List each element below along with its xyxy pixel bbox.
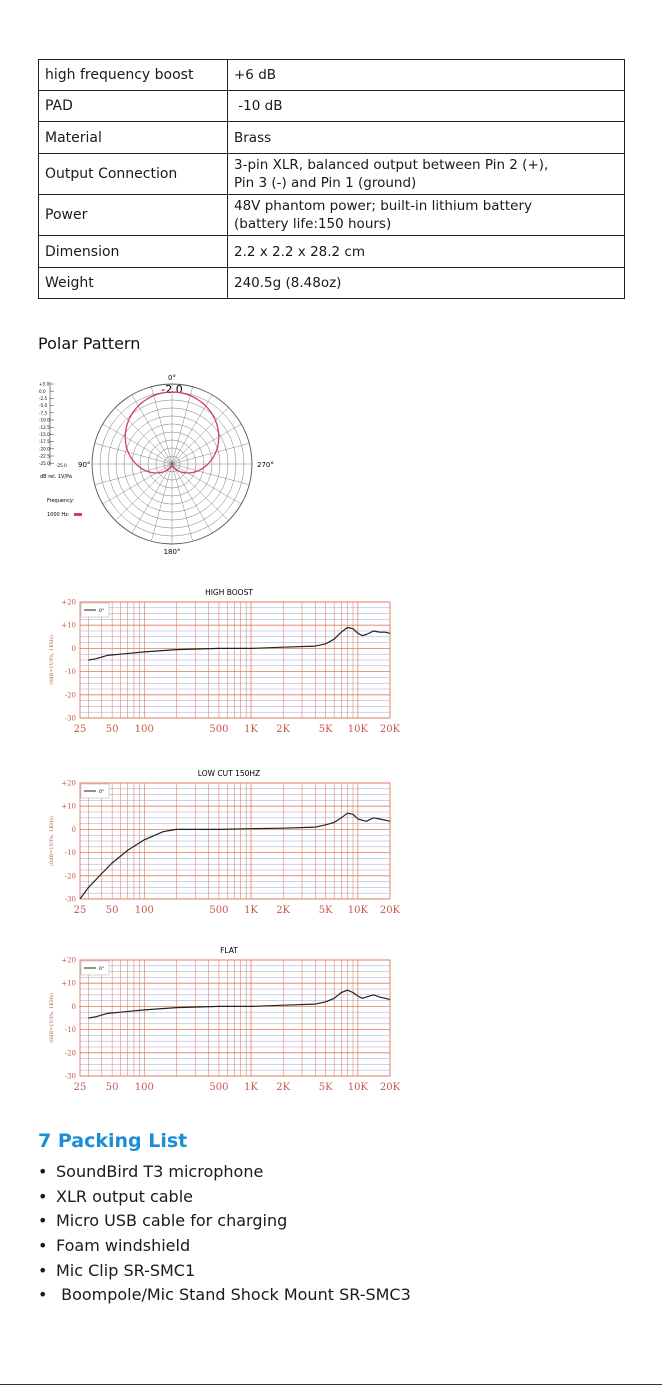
chart-title: FLAT (220, 946, 238, 955)
polar-scale-label: -10.0 (39, 417, 50, 423)
polar-spoke (132, 395, 172, 464)
list-item-text: Foam windshield (56, 1236, 191, 1256)
list-item (38, 1283, 411, 1308)
polar-spoke (115, 407, 172, 464)
list-item (38, 1234, 411, 1259)
y-tick-label: -10 (64, 849, 76, 858)
y-tick-label: -30 (64, 1072, 76, 1081)
list-item (38, 1160, 411, 1185)
y-tick-label: 0 (71, 825, 76, 834)
y-tick-label: -10 (64, 668, 76, 677)
list-item (38, 1185, 411, 1210)
bullet: • (38, 1285, 48, 1305)
y-tick-label: 0 (71, 644, 76, 653)
x-tick-label: 10K (347, 905, 368, 916)
x-tick-label: 500 (209, 1082, 229, 1093)
x-tick-label: 10K (347, 1082, 368, 1093)
spec-value-line2: (battery life:150 hours) (234, 216, 392, 232)
y-tick-label: -20 (64, 872, 76, 881)
chart-title: HIGH BOOST (205, 588, 253, 597)
y-tick-label: +10 (61, 802, 76, 811)
polar-scale-end: -25.0 (56, 463, 67, 468)
x-tick-label: 1K (244, 1082, 258, 1093)
x-tick-label: 1K (244, 724, 258, 735)
x-tick-label: 50 (105, 1082, 119, 1093)
spec-key: high frequency boost (39, 60, 228, 91)
polar-scale-label: -7.5 (39, 410, 48, 416)
response-curve (80, 813, 390, 899)
y-axis-label: (0dB=1V/Pa, 1KHz) (49, 816, 55, 866)
spec-row (39, 268, 625, 299)
angle-label-right: 270° (257, 461, 274, 469)
y-tick-label: +10 (61, 621, 76, 630)
polar-grid (92, 384, 252, 544)
polar-spoke (172, 464, 249, 485)
y-axis-label: (0dB=1V/Pa, 1KHz) (49, 635, 55, 685)
polar-scale-label: -12.5 (39, 424, 50, 430)
bullet: • (38, 1260, 48, 1280)
spec-key: Weight (39, 268, 228, 299)
packing-list (38, 1160, 411, 1308)
bullet: • (38, 1236, 48, 1256)
y-tick-label: -30 (64, 714, 76, 723)
spec-key: Output Connection (39, 154, 228, 195)
spec-row (39, 91, 625, 122)
spec-table (38, 59, 625, 299)
page-bottom-rule (0, 1384, 662, 1385)
spec-value: Brass (228, 122, 625, 154)
spec-key: Dimension (39, 236, 228, 268)
angle-label-left: 90° (78, 461, 91, 469)
x-tick-label: 10K (347, 724, 368, 735)
y-tick-label: +20 (61, 779, 76, 788)
angle-label-top: 0° (168, 374, 176, 382)
polar-spoke (172, 464, 193, 541)
spec-key: Power (39, 195, 228, 236)
spec-row (39, 154, 625, 195)
spec-value-line2: Pin 3 (-) and Pin 1 (ground) (234, 175, 417, 191)
list-item-text: Micro USB cable for charging (56, 1211, 288, 1231)
bullet: • (38, 1211, 48, 1231)
polar-spoke (172, 464, 241, 504)
chart-title: LOW CUT 150HZ (197, 769, 261, 778)
frequency-value: 1000 Hz: (47, 512, 70, 518)
polar-scale-label: -17.5 (39, 439, 50, 445)
spec-value: 240.5g (8.48oz) (228, 268, 625, 299)
y-tick-label: -20 (64, 691, 76, 700)
polar-pattern-heading: Polar Pattern (38, 334, 141, 353)
packing-list-heading: 7 Packing List (38, 1130, 188, 1152)
polar-spoke (151, 464, 172, 541)
y-tick-label: -10 (64, 1026, 76, 1035)
polar-spoke (172, 407, 229, 464)
y-tick-label: +10 (61, 979, 76, 988)
spec-row (39, 122, 625, 154)
low-cut-chart (38, 765, 400, 923)
bullet: • (38, 1162, 48, 1181)
x-tick-label: 100 (134, 724, 154, 735)
polar-spoke (103, 424, 172, 464)
spec-row (39, 195, 625, 236)
x-tick-label: 5K (318, 905, 333, 916)
list-item-text: SoundBird T3 microphone (56, 1162, 264, 1181)
x-tick-label: 1K (244, 905, 258, 916)
polar-scale-label: -2.5 (39, 396, 48, 401)
x-tick-label: 5K (318, 724, 333, 735)
legend-label: 0° (99, 967, 105, 972)
polar-spoke (172, 387, 193, 464)
y-tick-label: 0 (71, 1002, 76, 1011)
spec-row (39, 236, 625, 268)
polar-spoke (172, 464, 212, 533)
polar-scale-label: +5.0 (39, 381, 50, 387)
spec-value: +6 dB (228, 60, 625, 91)
x-tick-label: 25 (73, 1082, 87, 1093)
polar-spoke (95, 464, 172, 485)
x-tick-label: 100 (134, 1082, 154, 1093)
angle-label-bottom: 180° (163, 548, 181, 556)
list-item-text: Mic Clip SR-SMC1 (56, 1260, 196, 1280)
spec-value: 3-pin XLR, balanced output between Pin 2 (+), (234, 157, 549, 173)
frequency-label: Frequency: (47, 498, 75, 504)
polar-pattern-diagram (38, 370, 288, 560)
polar-spoke (132, 464, 172, 533)
x-tick-label: 2K (276, 905, 291, 916)
spec-value: -10 dB (228, 91, 625, 122)
x-tick-label: 20K (379, 724, 400, 735)
polar-scale-label: -25.0 (39, 460, 50, 466)
x-tick-label: 2K (276, 1082, 291, 1093)
x-tick-label: 2K (276, 724, 291, 735)
y-tick-label: -30 (64, 895, 76, 904)
spec-value: 2.2 x 2.2 x 28.2 cm (228, 236, 625, 268)
spec-key: Material (39, 122, 228, 154)
center-top-value: -2.0 (161, 383, 183, 396)
polar-scale (39, 382, 67, 468)
legend-label: 0° (99, 790, 105, 795)
polar-spoke (151, 387, 172, 464)
spec-key: PAD (39, 91, 228, 122)
spec-row (39, 60, 625, 91)
polar-spoke (172, 395, 212, 464)
y-tick-label: -20 (64, 1049, 76, 1058)
polar-spoke (172, 424, 241, 464)
x-tick-label: 20K (379, 905, 400, 916)
x-tick-label: 25 (73, 905, 87, 916)
polar-scale-label: -5.0 (39, 403, 48, 409)
y-tick-label: +20 (61, 956, 76, 965)
polar-scale-label: -22.5 (39, 453, 50, 459)
list-item-text: XLR output cable (56, 1186, 193, 1206)
y-tick-label: +20 (61, 598, 76, 607)
legend-label: 0° (99, 609, 105, 614)
list-item-text: Boompole/Mic Stand Shock Mount SR-SMC3 (56, 1285, 411, 1305)
polar-scale-label: -20.0 (39, 446, 50, 452)
x-tick-label: 500 (209, 905, 229, 916)
x-tick-label: 500 (209, 724, 229, 735)
spec-value: 48V phantom power; built-in lithium battery (234, 198, 532, 214)
x-tick-label: 50 (105, 724, 119, 735)
bullet: • (38, 1186, 48, 1206)
x-tick-label: 50 (105, 905, 119, 916)
list-item (38, 1259, 411, 1284)
polar-spoke (103, 464, 172, 504)
polar-scale-label: 0.0 (39, 388, 46, 394)
x-tick-label: 100 (134, 905, 154, 916)
y-axis-label: (0dB=1V/Pa, 1KHz) (49, 993, 55, 1043)
polar-units: dB rel. 1V/Pa (40, 474, 72, 480)
x-tick-label: 5K (318, 1082, 333, 1093)
polar-scale-label: -15.0 (39, 432, 50, 437)
high-boost-chart (38, 584, 400, 742)
flat-chart (38, 942, 400, 1100)
frequency-swatch (74, 513, 82, 516)
x-tick-label: 25 (73, 724, 87, 735)
list-item (38, 1209, 411, 1234)
x-tick-label: 20K (379, 1082, 400, 1093)
